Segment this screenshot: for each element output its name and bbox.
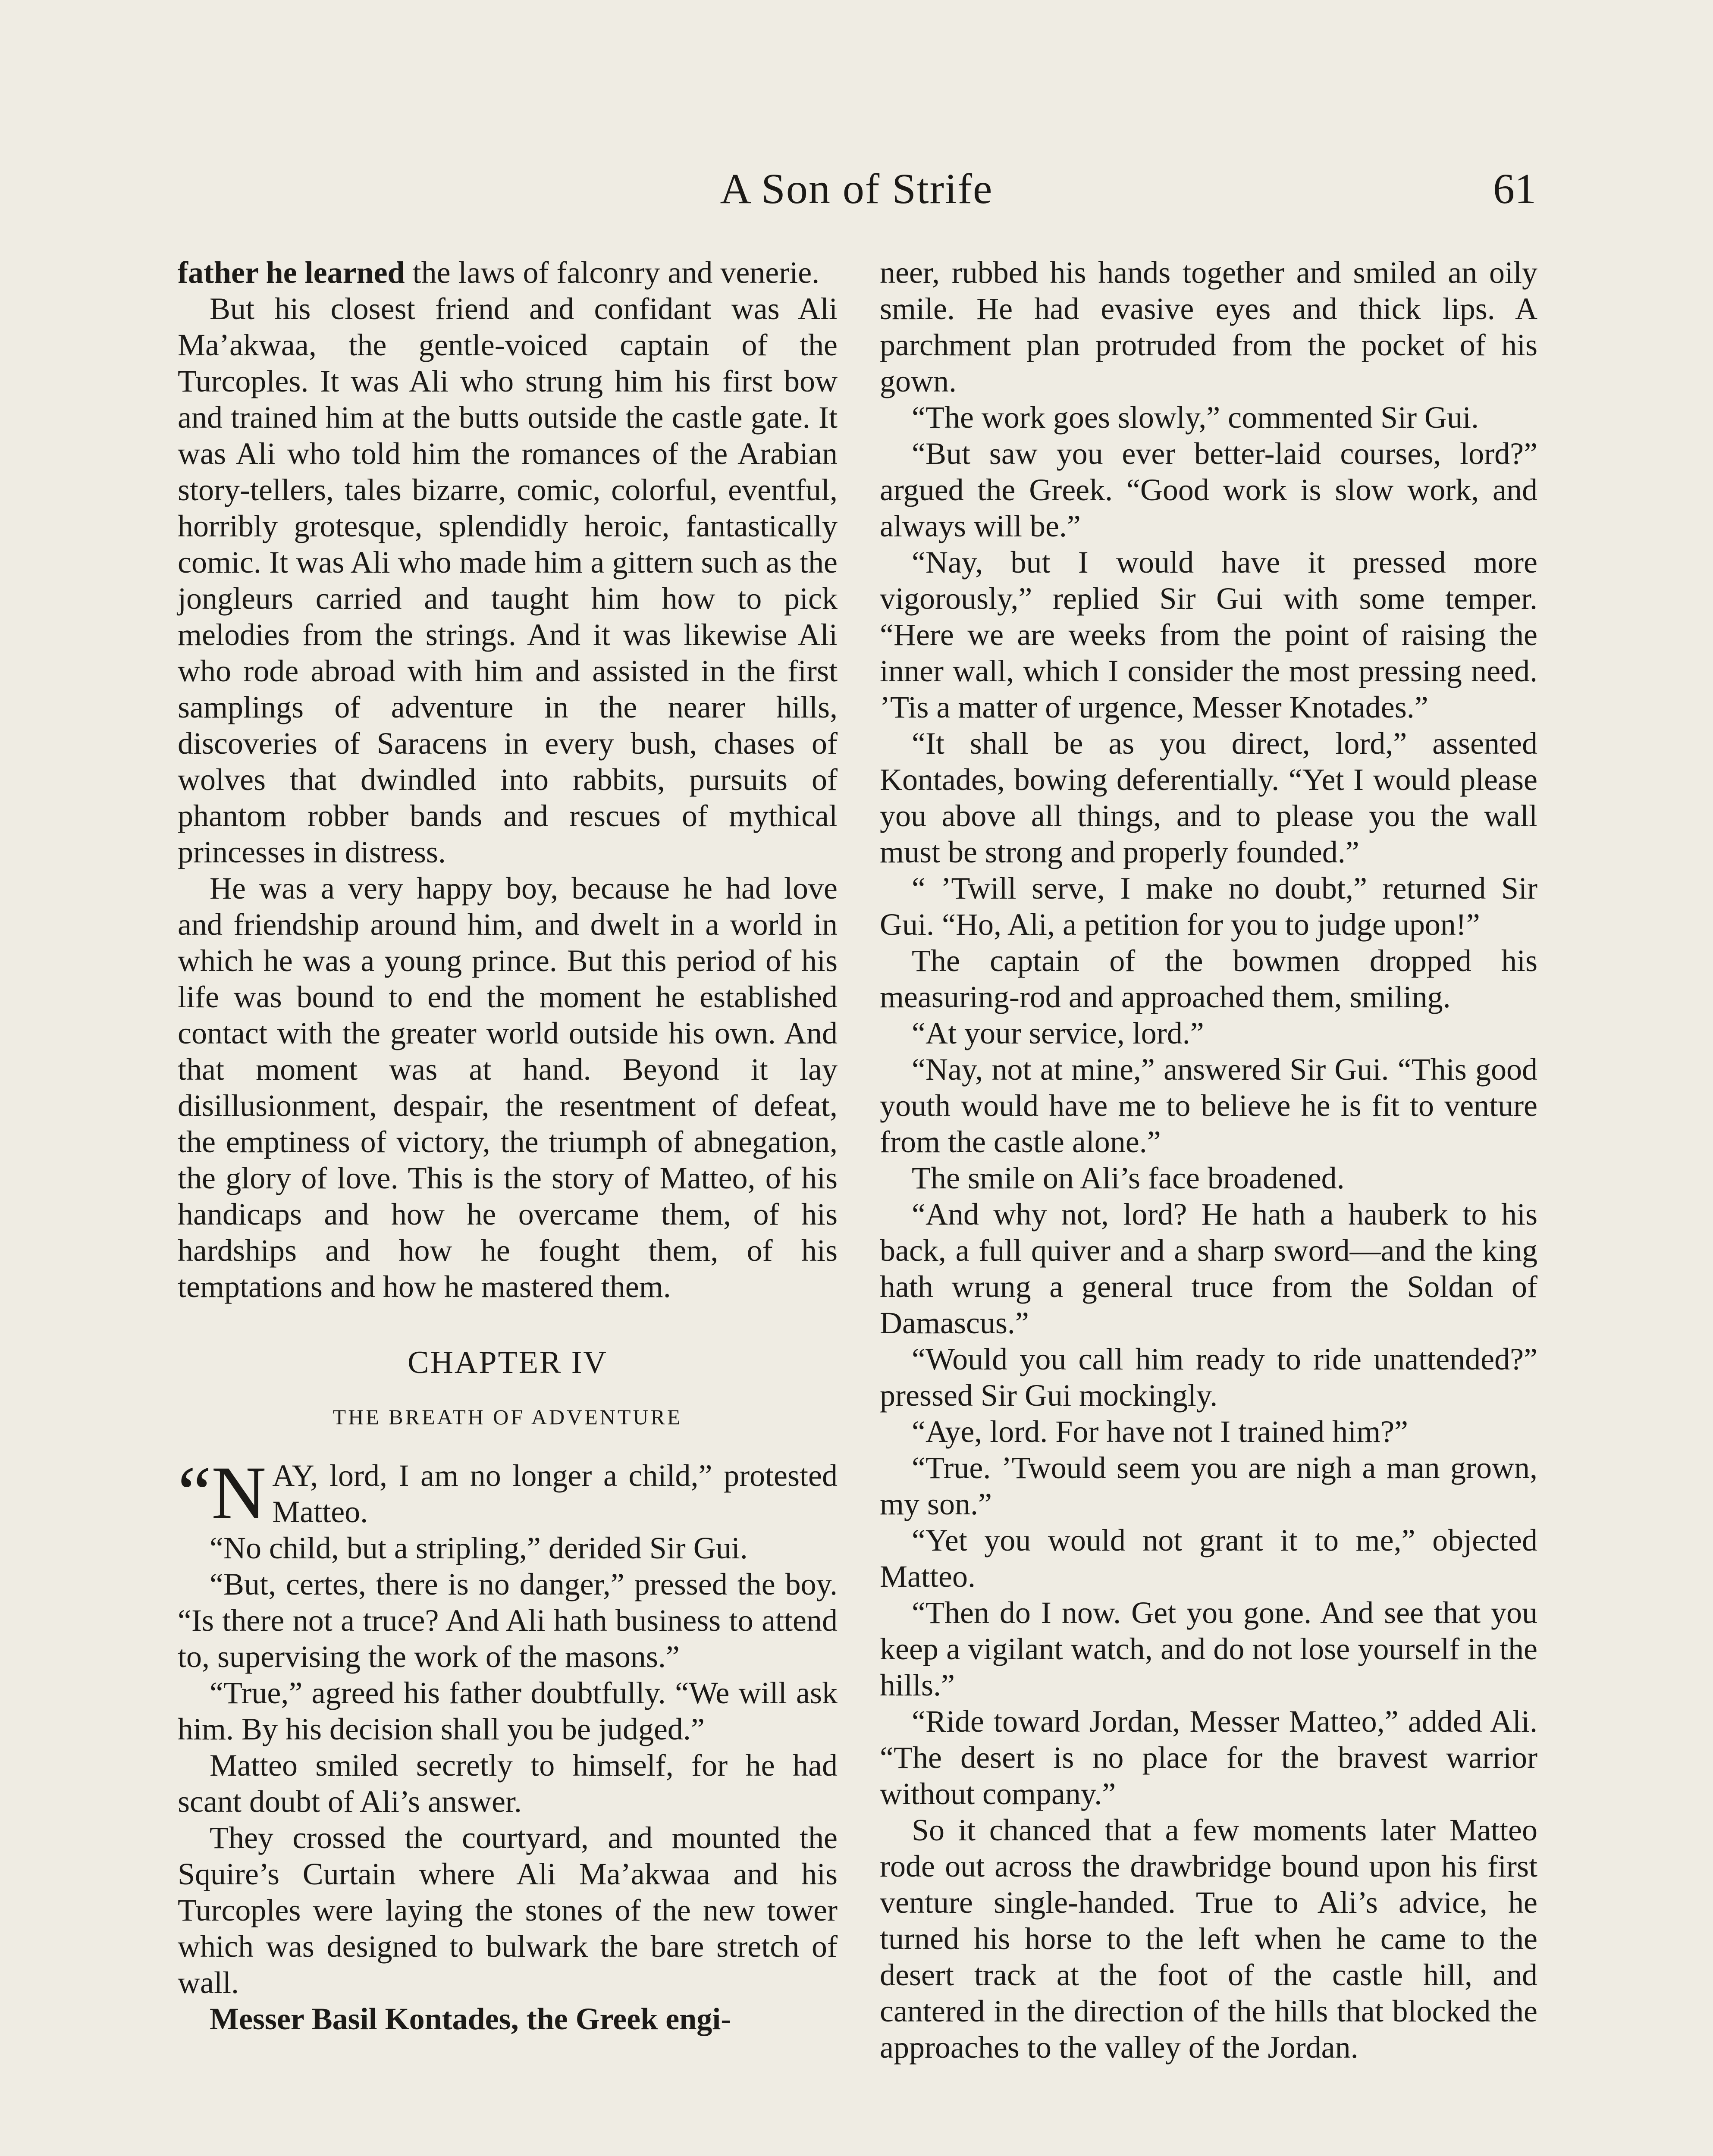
- paragraph: The smile on Ali’s face broadened.: [912, 1161, 1345, 1195]
- paragraph: “And why not, lord? He hath a hauberk to his back, a full quiver and a sharp sword—and the king hath wrung a general truce from the Soldan of Damascus.”: [880, 1197, 1537, 1340]
- paragraph: “It shall be as you direct, lord,” assented Kontades, bowing deferentially. “Yet I would please you above all things, and to please you the wall must be strong and properly founded.”: [880, 726, 1537, 869]
- opening-quote: “: [178, 1451, 212, 1535]
- paragraph: “Ride toward Jordan, Messer Matteo,” added Ali. “The desert is no place for the bravest warrior without company.”: [880, 1704, 1537, 1811]
- paragraph: [178, 2001, 838, 2037]
- chapter-opening-paragraph: [178, 1451, 838, 1535]
- paragraph: neer, rubbed his hands together and smiled an oily smile. He had evasive eyes and thick lips. A parchment plan protruded from the pocket of his gown.: [880, 255, 1537, 398]
- right-column: [880, 254, 1537, 2065]
- paragraph: “Would you call him ready to ride unattended?” pressed Sir Gui mockingly.: [880, 1342, 1537, 1413]
- left-column: [178, 254, 838, 2037]
- paragraph: “Nay, but I would have it pressed more vigorously,” replied Sir Gui with some temper. “Here we are weeks from the point of raising the inner wall, which I consider the most pressing need. ’Tis a matter of urgence, Messer Knotades.”: [880, 545, 1537, 724]
- paragraph: They crossed the courtyard, and mounted the Squire’s Curtain where Ali Ma’akwaa and his Turcoples were laying the stones of the new tower which was designed to bulwark the bare stretch of wall.: [178, 1821, 838, 2000]
- paragraph-text: the laws of falconry and venerie.: [405, 255, 820, 290]
- paragraph-text: AY, lord, I am no longer a child,” protested Matteo.: [272, 1458, 838, 1529]
- paragraph: Matteo smiled secretly to himself, for he had scant doubt of Ali’s answer.: [178, 1748, 838, 1819]
- running-head: [0, 164, 1713, 216]
- paragraph: “True,” agreed his father doubtfully. “We will ask him. By his decision shall you be judged.”: [178, 1676, 838, 1746]
- paragraph: “True. ’Twould seem you are nigh a man grown, my son.”: [880, 1451, 1537, 1521]
- page-number: 61: [1493, 165, 1536, 213]
- drop-cap-letter: N: [211, 1451, 267, 1535]
- drop-cap: [178, 1451, 267, 1535]
- paragraph: “But, certes, there is no danger,” pressed the boy. “Is there not a truce? And Ali hath business to attend to, supervising the work of the masons.”: [178, 1567, 838, 1674]
- paragraph: He was a very happy boy, because he had love and friendship around him, and dwelt in a world in which he was a young prince. But this period of his life was bound to end the moment he established contact with the greater world outside his own. And that moment was at hand. Beyond it lay disillusionment, despair, the resentment of defeat, the emptiness of victory, the triumph of abnegation, the glory of love. This is the story of Matteo, of his handicaps and how he overcame them, of his hardships and how he fought them, of his temptations and how he mastered them.: [178, 871, 838, 1304]
- paragraph: “ ’Twill serve, I make no doubt,” returned Sir Gui. “Ho, Ali, a petition for you to judge upon!”: [880, 871, 1537, 942]
- paragraph: “But saw you ever better-laid courses, lord?” argued the Greek. “Good work is slow work, and always will be.”: [880, 436, 1537, 543]
- bold-lead: father he learned: [178, 255, 405, 290]
- paragraph: [178, 254, 838, 291]
- paragraph: “Yet you would not grant it to me,” objected Matteo.: [880, 1523, 1537, 1594]
- paragraph: “Aye, lord. For have not I trained him?”: [912, 1414, 1409, 1449]
- paragraph: “Then do I now. Get you gone. And see that you keep a vigilant watch, and do not lose yourself in the hills.”: [880, 1595, 1537, 1702]
- paragraph: But his closest friend and confidant was Ali Ma’akwaa, the gentle-voiced captain of the Turcoples. It was Ali who strung him his first bow and trained him at the butts outside the castle gate. It was Ali who told him the romances of the Arabian story-tellers, tales bizarre, comic, colorful, eventful, horribly grotesque, splendidly heroic, fantastically comic. It was Ali who made him a gittern such as the jongleurs carried and taught him how to pick melodies from the strings. And it was likewise Ali who rode abroad with him and assisted in the first samplings of adventure in the nearer hills, discoveries of Saracens in every bush, chases of wolves that dwindled into rabbits, pursuits of phantom robber bands and rescues of mythical princesses in distress.: [178, 291, 838, 869]
- paragraph: So it chanced that a few moments later Matteo rode out across the drawbridge bound upon his first venture single-handed. True to Ali’s advice, he turned his horse to the left when he came to the desert track at the foot of the castle hill, and cantered in the direction of the hills that blocked the approaches to the valley of the Jordan.: [880, 1813, 1537, 2065]
- running-title: A Son of Strife: [720, 165, 993, 213]
- paragraph: “No child, but a stripling,” derided Sir Gui.: [210, 1531, 748, 1565]
- chapter-subtitle: THE BREATH OF ADVENTURE: [333, 1405, 683, 1429]
- bold-lead: Messer Basil Kontades, the Greek engi-: [210, 2002, 731, 2036]
- paragraph: “At your service, lord.”: [912, 1016, 1204, 1050]
- chapter-title: CHAPTER IV: [408, 1345, 608, 1380]
- paragraph: The captain of the bowmen dropped his measuring-rod and approached them, smiling.: [880, 943, 1537, 1014]
- paragraph: “The work goes slowly,” commented Sir Gui.: [912, 400, 1479, 435]
- paragraph: “Nay, not at mine,” answered Sir Gui. “This good youth would have me to believe he is fit to venture from the castle alone.”: [880, 1052, 1537, 1159]
